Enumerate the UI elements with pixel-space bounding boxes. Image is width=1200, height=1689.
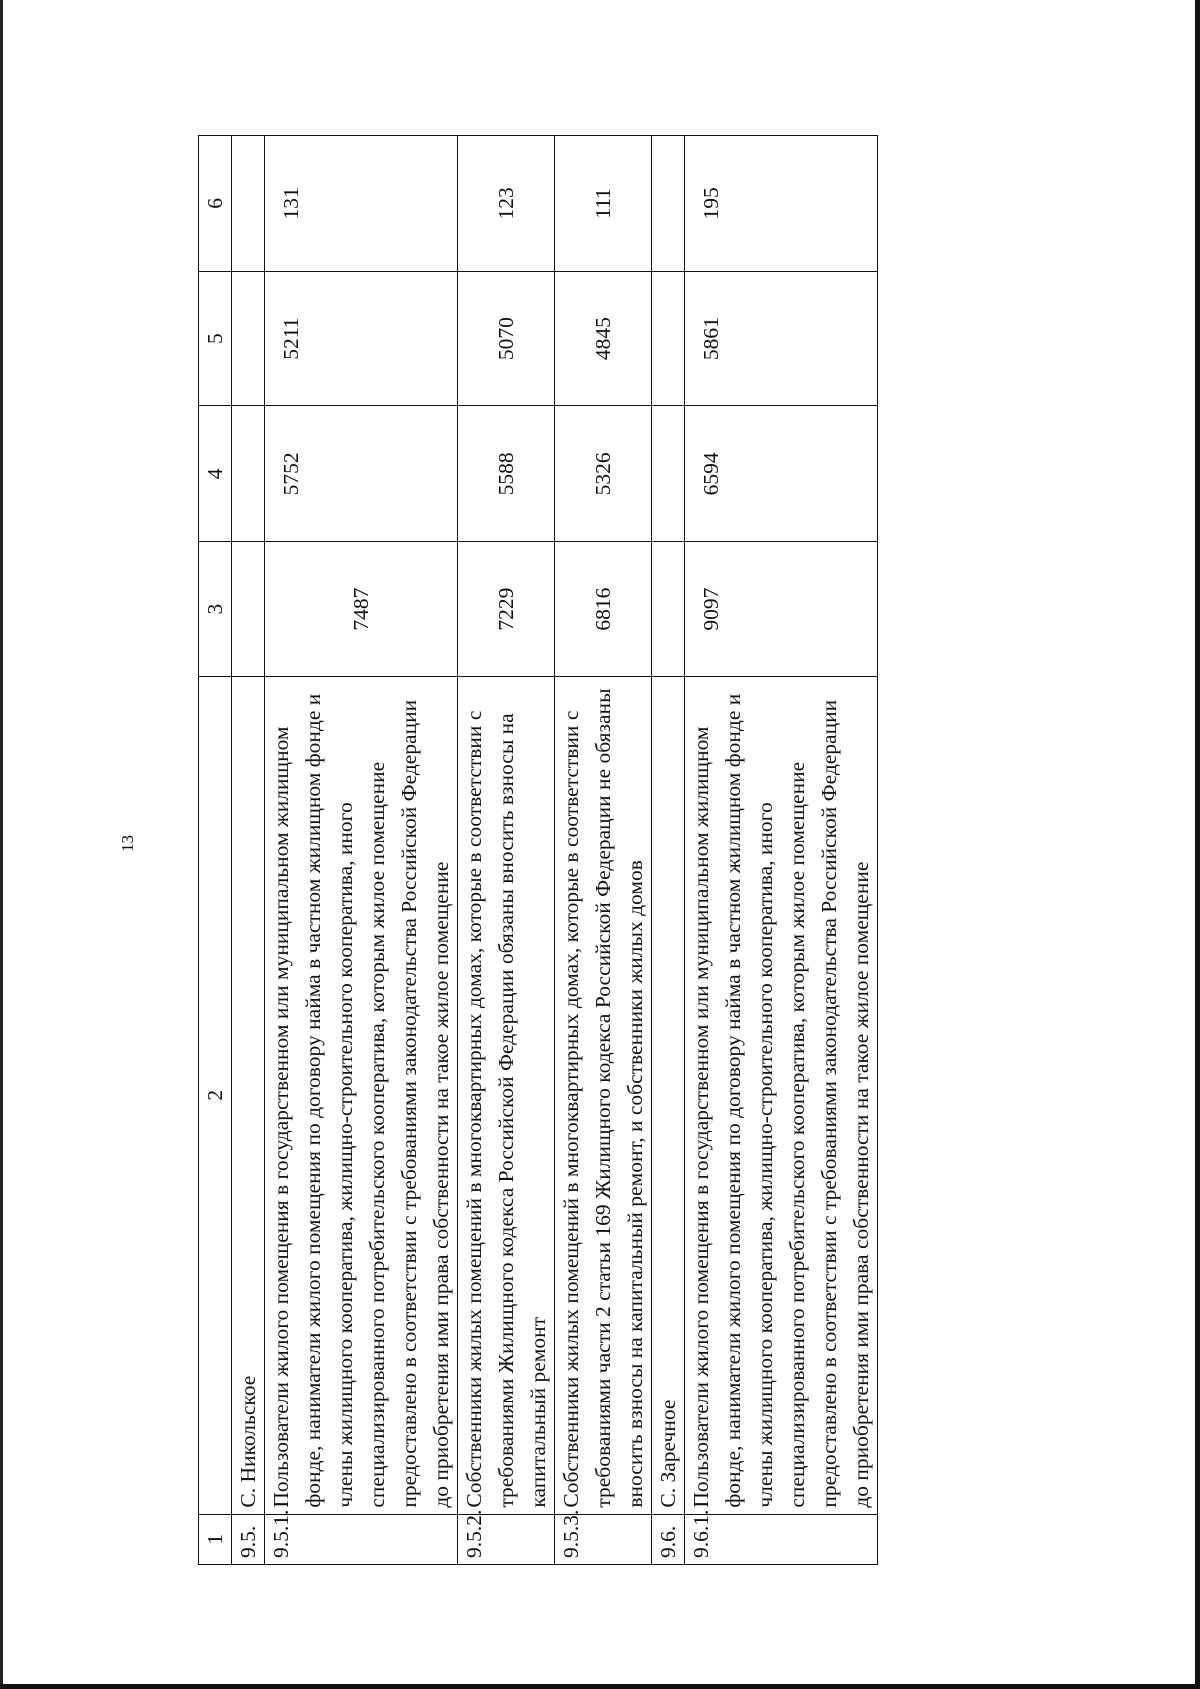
table-row-section — [232, 136, 265, 1565]
rotated-table-container — [198, 135, 1066, 1565]
column-header: 2 — [199, 676, 232, 1514]
column-header: 4 — [199, 406, 232, 542]
cell-value: 5070 — [458, 271, 555, 406]
cell-value — [232, 406, 265, 542]
cell-value: 195 — [685, 136, 878, 272]
cell-value: 5861 — [685, 271, 878, 406]
cell-value — [652, 136, 685, 272]
page-number: 13 — [118, 835, 137, 852]
cell-value: 6816 — [555, 542, 652, 677]
cell-value: 7229 — [458, 542, 555, 677]
row-code: 9.5. — [232, 1514, 265, 1564]
row-text: Пользователи жилого помещения в государственном или муниципальном жилищном фонде, наниматели жилого помещения по договору найма в частном жилищном фонде и члены жилищного кооператива, жилищно-строительного кооператива, иного специализированного потребительского кооператива, которым жилое помещение предоставлено в соответствии с требованиями законодательства Российской Федерации до приобретения ими права собственности на такое жилое помещение — [265, 676, 458, 1514]
cell-value — [652, 406, 685, 542]
cell-value: 123 — [458, 136, 555, 272]
scan-border-right — [1195, 0, 1200, 1689]
cell-value: 131 — [265, 136, 458, 272]
cell-value — [652, 542, 685, 677]
table-header-row — [199, 136, 232, 1565]
row-text: С. Никольское — [232, 676, 265, 1514]
cell-value: 5752 — [265, 406, 458, 542]
row-text: Собственники жилых помещений в многоквартирных домах, которые в соответствии с требованиями части 2 статьи 169 Жилищного кодекса Российской Федерации не обязаны вносить взносы на капитальный ремонт, и собственники жилых домов — [555, 676, 652, 1514]
cell-value — [232, 136, 265, 272]
cell-value — [652, 271, 685, 406]
cell-value: 5588 — [458, 406, 555, 542]
cell-value: 5326 — [555, 406, 652, 542]
column-header: 6 — [199, 136, 232, 272]
cell-value: 4845 — [555, 271, 652, 406]
scan-border-left — [0, 0, 3, 1689]
table-row — [685, 136, 878, 1565]
cell-value — [232, 271, 265, 406]
row-text: Пользователи жилого помещения в государственном или муниципальном жилищном фонде, наниматели жилого помещения по договору найма в частном жилищном фонде и члены жилищного кооператива, жилищно-строительного кооператива, иного специализированного потребительского кооператива, которым жилое помещение предоставлено в соответствии с требованиями законодательства Российской Федерации до приобретения ими права собственности на такое жилое помещение — [685, 676, 878, 1514]
cell-value: 9097 — [685, 542, 878, 677]
row-code: 9.6.1. — [685, 1514, 878, 1564]
table-row — [458, 136, 555, 1565]
row-code: 9.6. — [652, 1514, 685, 1564]
row-code: 9.5.3. — [555, 1514, 652, 1564]
scan-border-bottom — [0, 1684, 1200, 1689]
table-row — [265, 136, 458, 1565]
cell-value: 7487 — [265, 542, 458, 677]
cell-value — [232, 542, 265, 677]
cell-value: 111 — [555, 136, 652, 272]
tariff-table — [198, 135, 878, 1565]
column-header: 5 — [199, 271, 232, 406]
row-code: 9.5.1. — [265, 1514, 458, 1564]
cell-value: 6594 — [685, 406, 878, 542]
row-code: 9.5.2. — [458, 1514, 555, 1564]
table-row — [555, 136, 652, 1565]
cell-value: 5211 — [265, 271, 458, 406]
row-text: Собственники жилых помещений в многоквартирных домах, которые в соответствии с требованиями Жилищного кодекса Российской Федерации обязаны вносить взносы на капитальный ремонт — [458, 676, 555, 1514]
column-header: 1 — [199, 1514, 232, 1564]
column-header: 3 — [199, 542, 232, 677]
table-row-section — [652, 136, 685, 1565]
row-text: С. Заречное — [652, 676, 685, 1514]
